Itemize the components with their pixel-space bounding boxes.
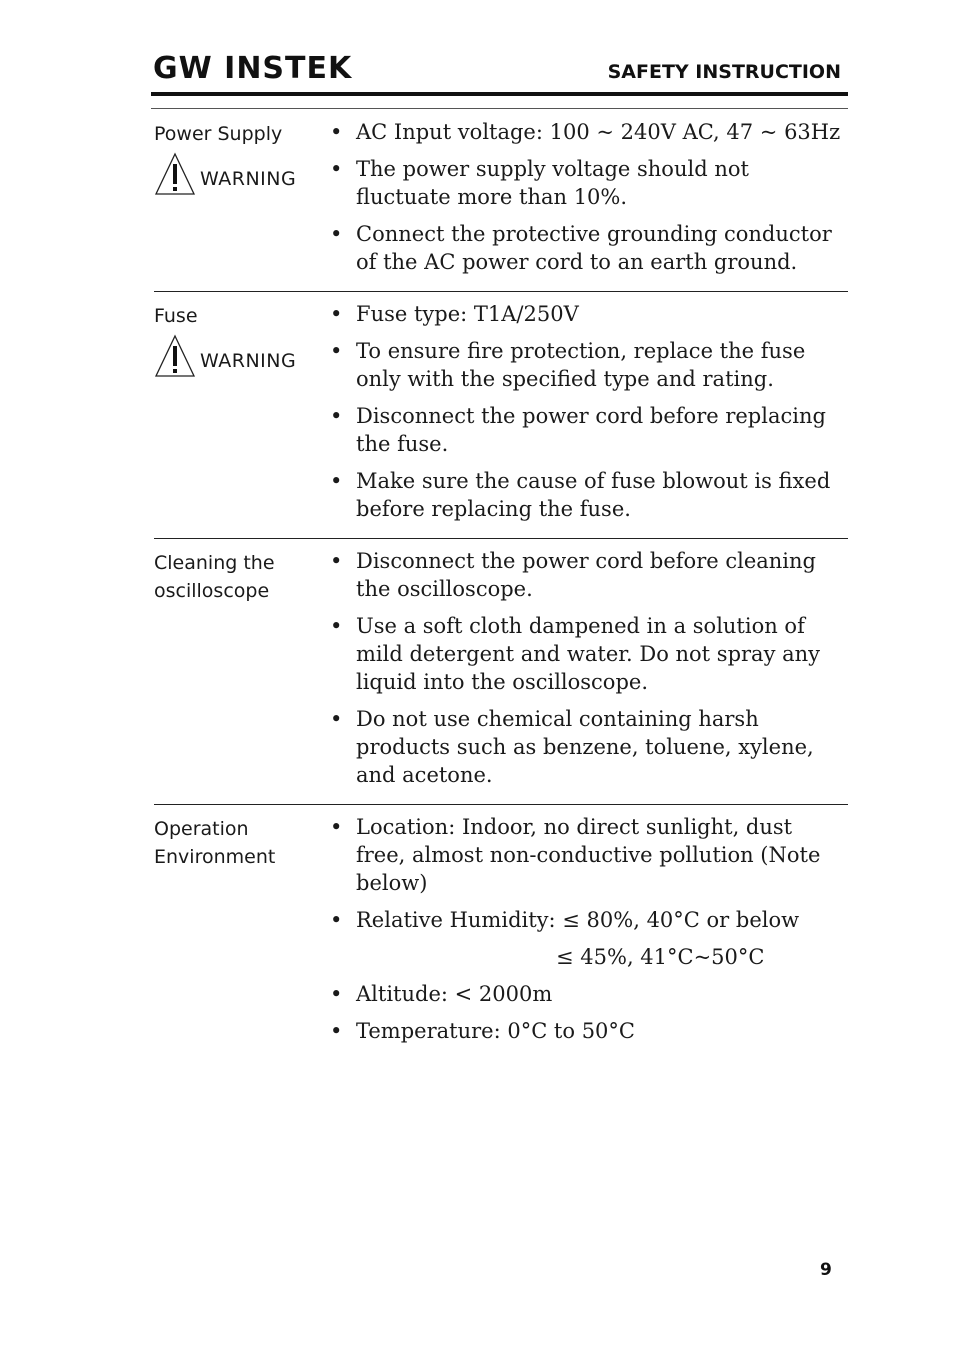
row-label-cell: [154, 120, 324, 196]
bullet-list: [330, 805, 848, 1060]
gw-instek-logo-graphic: [153, 51, 353, 86]
list-item: • Use a soft cloth dampened in a solution of mild detergent and water. Do not spray any liquid into the oscilloscope.: [330, 612, 848, 696]
list-item-continuation: ≤ 45%, 41°C~50°C: [556, 945, 765, 969]
bullet-list: [330, 292, 848, 538]
row-label-cell: [154, 302, 324, 378]
list-item: • Make sure the cause of fuse blowout is fixed before replacing the fuse.: [330, 467, 848, 523]
section-title: SAFETY INSTRUCTION: [607, 61, 841, 83]
list-item: • Do not use chemical containing harsh products such as benzene, toluene, xylene, and acetone.: [330, 705, 848, 789]
row-label: Operation Environment: [154, 818, 276, 868]
bullet-list: [330, 110, 848, 291]
list-item: • Location: Indoor, no direct sunlight, dust free, almost non-conductive pollution (Note below): [330, 813, 848, 897]
row-label: Fuse: [154, 305, 198, 327]
list-item: • The power supply voltage should not fluctuate more than 10%.: [330, 155, 848, 211]
row-label-cell: [154, 549, 324, 605]
list-item: • Relative Humidity: ≤ 80%, 40°C or below: [330, 906, 848, 934]
list-item: • Temperature: 0°C to 50°C: [330, 1017, 848, 1045]
list-item: • Disconnect the power cord before replacing the fuse.: [330, 402, 848, 458]
warning-label: WARNING: [200, 350, 297, 372]
row-label-cell: [154, 815, 324, 871]
warning-triangle-icon: [154, 334, 196, 378]
logo-text: GW INSTEK: [153, 51, 353, 86]
table-row-fuse: [154, 292, 848, 539]
brand-logo: [153, 51, 353, 86]
list-item: • Altitude: < 2000m: [330, 980, 848, 1008]
table-row-cleaning: [154, 539, 848, 805]
safety-table: [154, 110, 848, 1060]
header-rule-thick: [151, 92, 848, 96]
list-item: • Connect the protective grounding conductor of the AC power cord to an earth ground.: [330, 220, 848, 276]
warning-triangle-icon: [154, 152, 196, 196]
page-number: 9: [820, 1260, 832, 1280]
bullet-list: [330, 539, 848, 804]
table-row-operation-environment: [154, 805, 848, 1060]
list-item: • Fuse type: T1A/250V: [330, 300, 848, 328]
table-row-power-supply: [154, 110, 848, 292]
list-item: • AC Input voltage: 100 ~ 240V AC, 47 ~ 63Hz: [330, 118, 848, 146]
warning-block: [154, 334, 324, 378]
warning-label: WARNING: [200, 168, 297, 190]
row-label: Power Supply: [154, 123, 283, 145]
warning-block: [154, 152, 324, 196]
row-label: Cleaning the oscilloscope: [154, 552, 275, 602]
list-item: • Disconnect the power cord before cleaning the oscilloscope.: [330, 547, 848, 603]
list-item: • To ensure fire protection, replace the fuse only with the specified type and rating.: [330, 337, 848, 393]
header-rule-thin: [151, 108, 848, 109]
